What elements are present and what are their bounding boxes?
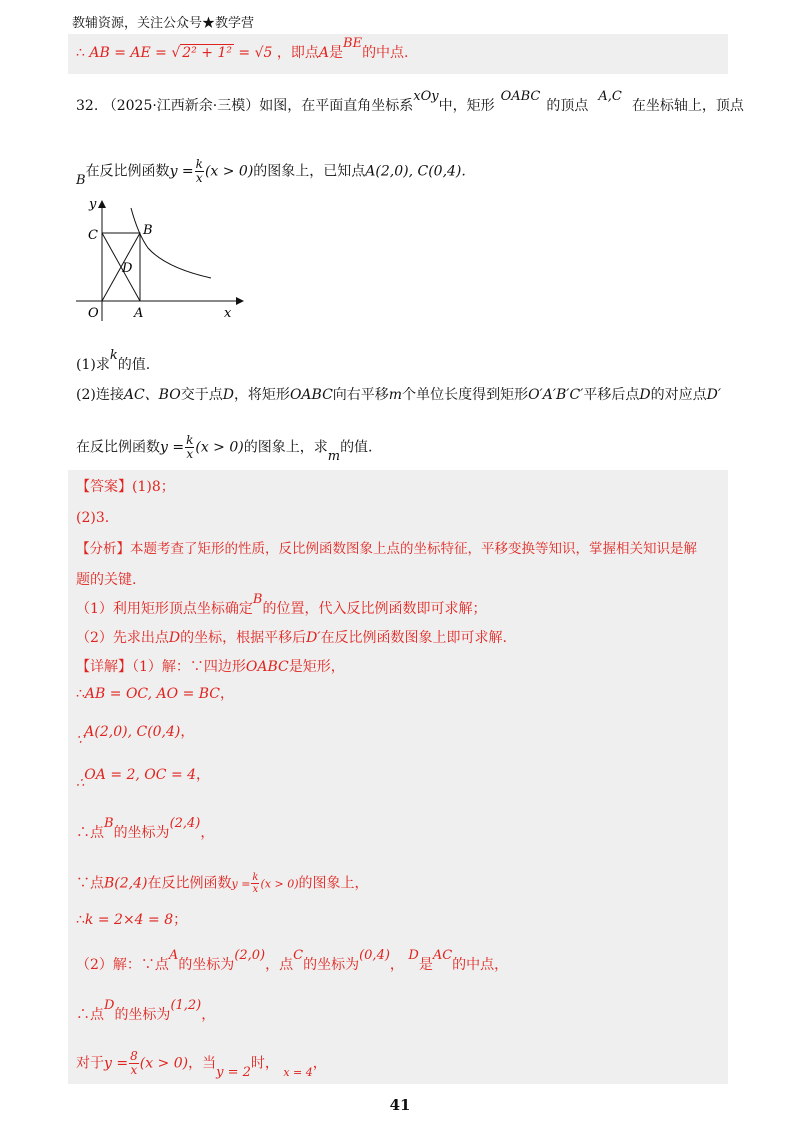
detail-line-3: ∵A(2,0), C(0,4)， xyxy=(76,724,195,748)
answer-line-2: (2)3. xyxy=(76,510,110,526)
x-axis-arrow xyxy=(236,297,244,305)
hyperbola-curve xyxy=(131,208,211,278)
problem-line-2: B在反比例函数y = $\frac{k}{x}$ (x > 0)的图象上，已知点A(2,0), C(0,4). xyxy=(76,157,466,188)
detail-line-4: ∴OA = 2, OC = 4， xyxy=(76,767,211,791)
label-b: B xyxy=(143,223,153,238)
detail-line-2: ∴AB = OC, AO = BC， xyxy=(76,686,235,702)
problem-line-1: 32. （2025·江西新余·三模）如图，在平面直角坐标系xOy中，矩形OABC的顶点A,C在坐标轴上，顶点 xyxy=(76,89,744,114)
previous-solution-line: ∴ AB = AE = √ 2² + 1² = √5 ，即点A是BE的中点. xyxy=(76,36,409,61)
label-x: x xyxy=(224,306,232,321)
label-o: O xyxy=(88,306,99,321)
label-d: D xyxy=(122,261,133,276)
label-a: A xyxy=(134,306,144,321)
label-c: C xyxy=(88,228,98,243)
detail-line-10: 对于y = $\frac{8}{x}$ (x > 0)，当y = 2时， x = 4， xyxy=(76,1049,327,1080)
question-2-line-2: 在反比例函数y = $\frac{k}{x}$ (x > 0)的图象上，求m的值. xyxy=(76,433,373,464)
problem-number: 32. xyxy=(76,98,99,114)
coordinate-figure xyxy=(76,196,246,326)
detail-line-8: （2）解：∵点A的坐标为(2,0)，点C的坐标为(0,4)， D是AC的中点， xyxy=(76,948,509,973)
y-axis-arrow xyxy=(98,200,106,208)
detail-line-1: 【详解】（1）解：∵四边形OABC是矩形， xyxy=(76,659,345,675)
analysis-line-1: 【分析】本题考查了矩形的性质，反比例函数图象上点的坐标特征，平移变换等知识，掌握相关知识是解 xyxy=(76,541,697,557)
detail-line-5: ∴点B的坐标为(2,4)， xyxy=(76,816,215,841)
answer-line: 【答案】(1)8； xyxy=(76,479,175,495)
analysis-line-3: （1）利用矩形顶点坐标确定B的位置，代入反比例函数即可求解； xyxy=(76,592,487,617)
fraction-k-over-x: $\frac{k}{x}$ xyxy=(195,157,203,185)
analysis-line-4: （2）先求出点D的坐标，根据平移后D′在反比例函数图象上即可求解. xyxy=(76,630,508,646)
analysis-line-2: 题的关键. xyxy=(76,572,137,588)
question-1: (1)求k的值. xyxy=(76,348,151,373)
question-2-line-1: (2)连接AC、BO交于点D，将矩形OABC向右平移m个单位长度得到矩形O′A′B′C′平移后点D的对应点D′ xyxy=(76,387,722,403)
label-y: y xyxy=(89,197,97,212)
page-number: 41 xyxy=(389,1096,411,1114)
detail-line-9: ∴点D的坐标为(1,2)， xyxy=(76,998,216,1023)
detail-line-7: ∴k = 2×4 = 8； xyxy=(76,912,188,928)
page-header: 教辅资源，关注公众号★教学营 xyxy=(72,16,255,31)
detail-line-6: ∵点B(2,4)在反比例函数y = $\frac{k}{x}$ (x > 0)的图象上， xyxy=(76,872,369,895)
